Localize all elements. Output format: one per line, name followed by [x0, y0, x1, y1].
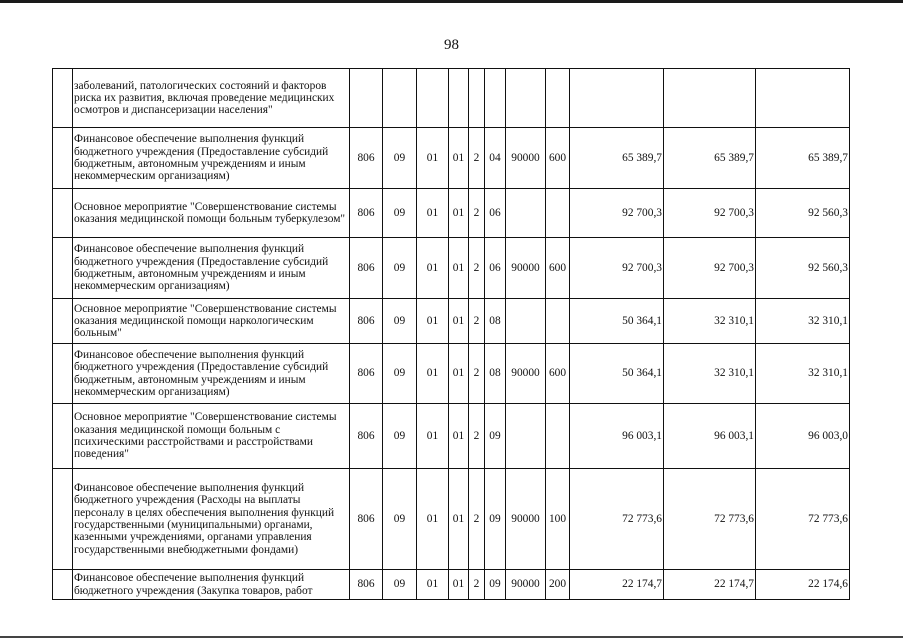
cell-sum-year1: 92 700,3: [570, 189, 664, 238]
cell-sum-year1: 50 364,1: [570, 299, 664, 344]
cell-vr: 100: [546, 469, 570, 570]
cell-pr: [417, 69, 449, 128]
cell-cs-program: 01: [449, 404, 469, 469]
cell-cs-program: 01: [449, 469, 469, 570]
cell-index: [53, 69, 73, 128]
cell-vr: 600: [546, 238, 570, 299]
cell-cs-measure: 08: [485, 299, 506, 344]
cell-sum-year2: [664, 69, 756, 128]
cell-description: Финансовое обеспечение выполнения функций бюджетного учреждения (Предоставление субсидий бюджетным, автономным учреждениям и иным некоммерческим организациям): [73, 344, 350, 404]
cell-vr: [546, 404, 570, 469]
cell-rz: [383, 69, 417, 128]
cell-ved: 806: [350, 299, 383, 344]
cell-rz: 09: [383, 128, 417, 189]
scan-top-edge: [0, 0, 903, 3]
cell-cs-program: 01: [449, 299, 469, 344]
table-row: [53, 69, 850, 128]
cell-description: Финансовое обеспечение выполнения функций бюджетного учреждения (Закупка товаров, работ: [73, 570, 350, 600]
table-row: [53, 128, 850, 189]
cell-sum-year2: 96 003,1: [664, 404, 756, 469]
cell-sum-year3: 96 003,0: [756, 404, 850, 469]
cell-cs-subprogram: 2: [469, 469, 485, 570]
cell-index: [53, 299, 73, 344]
cell-rz: 09: [383, 299, 417, 344]
cell-cs-measure: 06: [485, 189, 506, 238]
table-row: [53, 404, 850, 469]
cell-cs-direction: [506, 299, 546, 344]
cell-cs-direction: [506, 69, 546, 128]
cell-index: [53, 238, 73, 299]
cell-ved: 806: [350, 238, 383, 299]
table-row: [53, 238, 850, 299]
cell-description: Финансовое обеспечение выполнения функций бюджетного учреждения (Расходы на выплаты персоналу в целях обеспечения выполнения функций государственными (муниципальными) органами, казенными учреждениями, органами управления государственными внебюджетными фондами): [73, 469, 350, 570]
cell-cs-measure: 09: [485, 469, 506, 570]
cell-sum-year2: 92 700,3: [664, 238, 756, 299]
cell-ved: [350, 69, 383, 128]
cell-pr: 01: [417, 128, 449, 189]
cell-pr: 01: [417, 344, 449, 404]
cell-cs-measure: [485, 69, 506, 128]
cell-description: Основное мероприятие "Совершенствование системы оказания медицинской помощи наркологическим больным": [73, 299, 350, 344]
cell-cs-program: 01: [449, 570, 469, 600]
cell-cs-direction: 90000: [506, 570, 546, 600]
cell-cs-subprogram: 2: [469, 404, 485, 469]
cell-rz: 09: [383, 469, 417, 570]
cell-sum-year2: 32 310,1: [664, 344, 756, 404]
cell-sum-year1: 92 700,3: [570, 238, 664, 299]
cell-cs-direction: 90000: [506, 344, 546, 404]
cell-sum-year2: 22 174,7: [664, 570, 756, 600]
cell-ved: 806: [350, 570, 383, 600]
scan-bottom-edge: [0, 636, 903, 638]
cell-vr: [546, 189, 570, 238]
cell-sum-year3: 32 310,1: [756, 344, 850, 404]
cell-sum-year1: 65 389,7: [570, 128, 664, 189]
cell-sum-year3: 92 560,3: [756, 189, 850, 238]
cell-cs-direction: 90000: [506, 238, 546, 299]
cell-sum-year3: [756, 69, 850, 128]
cell-sum-year2: 92 700,3: [664, 189, 756, 238]
cell-rz: 09: [383, 570, 417, 600]
cell-cs-subprogram: 2: [469, 299, 485, 344]
cell-ved: 806: [350, 344, 383, 404]
cell-ved: 806: [350, 189, 383, 238]
cell-rz: 09: [383, 404, 417, 469]
cell-cs-measure: 09: [485, 570, 506, 600]
cell-rz: 09: [383, 238, 417, 299]
table-row: [53, 189, 850, 238]
cell-sum-year3: 92 560,3: [756, 238, 850, 299]
cell-ved: 806: [350, 469, 383, 570]
cell-vr: 600: [546, 344, 570, 404]
cell-sum-year2: 65 389,7: [664, 128, 756, 189]
cell-cs-subprogram: [469, 69, 485, 128]
cell-pr: 01: [417, 189, 449, 238]
cell-cs-measure: 09: [485, 404, 506, 469]
cell-cs-program: 01: [449, 238, 469, 299]
cell-cs-direction: 90000: [506, 128, 546, 189]
page-number: 98: [444, 37, 459, 53]
cell-rz: 09: [383, 189, 417, 238]
budget-table: [52, 68, 850, 600]
cell-sum-year2: 32 310,1: [664, 299, 756, 344]
cell-sum-year1: 22 174,7: [570, 570, 664, 600]
cell-cs-subprogram: 2: [469, 570, 485, 600]
table-row: [53, 570, 850, 600]
cell-vr: 600: [546, 128, 570, 189]
cell-sum-year2: 72 773,6: [664, 469, 756, 570]
cell-vr: 200: [546, 570, 570, 600]
table-row: [53, 299, 850, 344]
cell-index: [53, 469, 73, 570]
cell-ved: 806: [350, 404, 383, 469]
cell-sum-year3: 22 174,6: [756, 570, 850, 600]
cell-cs-subprogram: 2: [469, 238, 485, 299]
cell-index: [53, 189, 73, 238]
cell-pr: 01: [417, 404, 449, 469]
cell-pr: 01: [417, 570, 449, 600]
cell-pr: 01: [417, 238, 449, 299]
cell-sum-year1: 50 364,1: [570, 344, 664, 404]
cell-cs-program: 01: [449, 128, 469, 189]
table-row: [53, 469, 850, 570]
cell-cs-measure: 08: [485, 344, 506, 404]
cell-sum-year1: 72 773,6: [570, 469, 664, 570]
cell-rz: 09: [383, 344, 417, 404]
cell-cs-program: [449, 69, 469, 128]
cell-description: Основное мероприятие "Совершенствование системы оказания медицинской помощи больным туберкулезом": [73, 189, 350, 238]
cell-cs-direction: [506, 404, 546, 469]
cell-cs-direction: [506, 189, 546, 238]
cell-sum-year3: 32 310,1: [756, 299, 850, 344]
cell-sum-year1: [570, 69, 664, 128]
cell-sum-year1: 96 003,1: [570, 404, 664, 469]
cell-description: Финансовое обеспечение выполнения функций бюджетного учреждения (Предоставление субсидий бюджетным, автономным учреждениям и иным некоммерческим организациям): [73, 238, 350, 299]
cell-pr: 01: [417, 469, 449, 570]
cell-cs-program: 01: [449, 189, 469, 238]
cell-cs-subprogram: 2: [469, 344, 485, 404]
cell-ved: 806: [350, 128, 383, 189]
cell-description: Финансовое обеспечение выполнения функций бюджетного учреждения (Предоставление субсидий бюджетным, автономным учреждениям и иным некоммерческим организациям): [73, 128, 350, 189]
cell-vr: [546, 69, 570, 128]
cell-pr: 01: [417, 299, 449, 344]
cell-cs-measure: 04: [485, 128, 506, 189]
cell-index: [53, 344, 73, 404]
cell-index: [53, 570, 73, 600]
cell-sum-year3: 65 389,7: [756, 128, 850, 189]
cell-description: заболеваний, патологических состояний и факторов риска их развития, включая проведение медицинских осмотров и диспансеризации населения": [73, 69, 350, 128]
cell-cs-subprogram: 2: [469, 189, 485, 238]
cell-vr: [546, 299, 570, 344]
cell-description: Основное мероприятие "Совершенствование системы оказания медицинской помощи больным с психическими расстройствами и расстройствами поведения": [73, 404, 350, 469]
cell-cs-subprogram: 2: [469, 128, 485, 189]
cell-cs-program: 01: [449, 344, 469, 404]
cell-sum-year3: 72 773,6: [756, 469, 850, 570]
cell-cs-direction: 90000: [506, 469, 546, 570]
cell-index: [53, 404, 73, 469]
cell-index: [53, 128, 73, 189]
cell-cs-measure: 06: [485, 238, 506, 299]
table-row: [53, 344, 850, 404]
